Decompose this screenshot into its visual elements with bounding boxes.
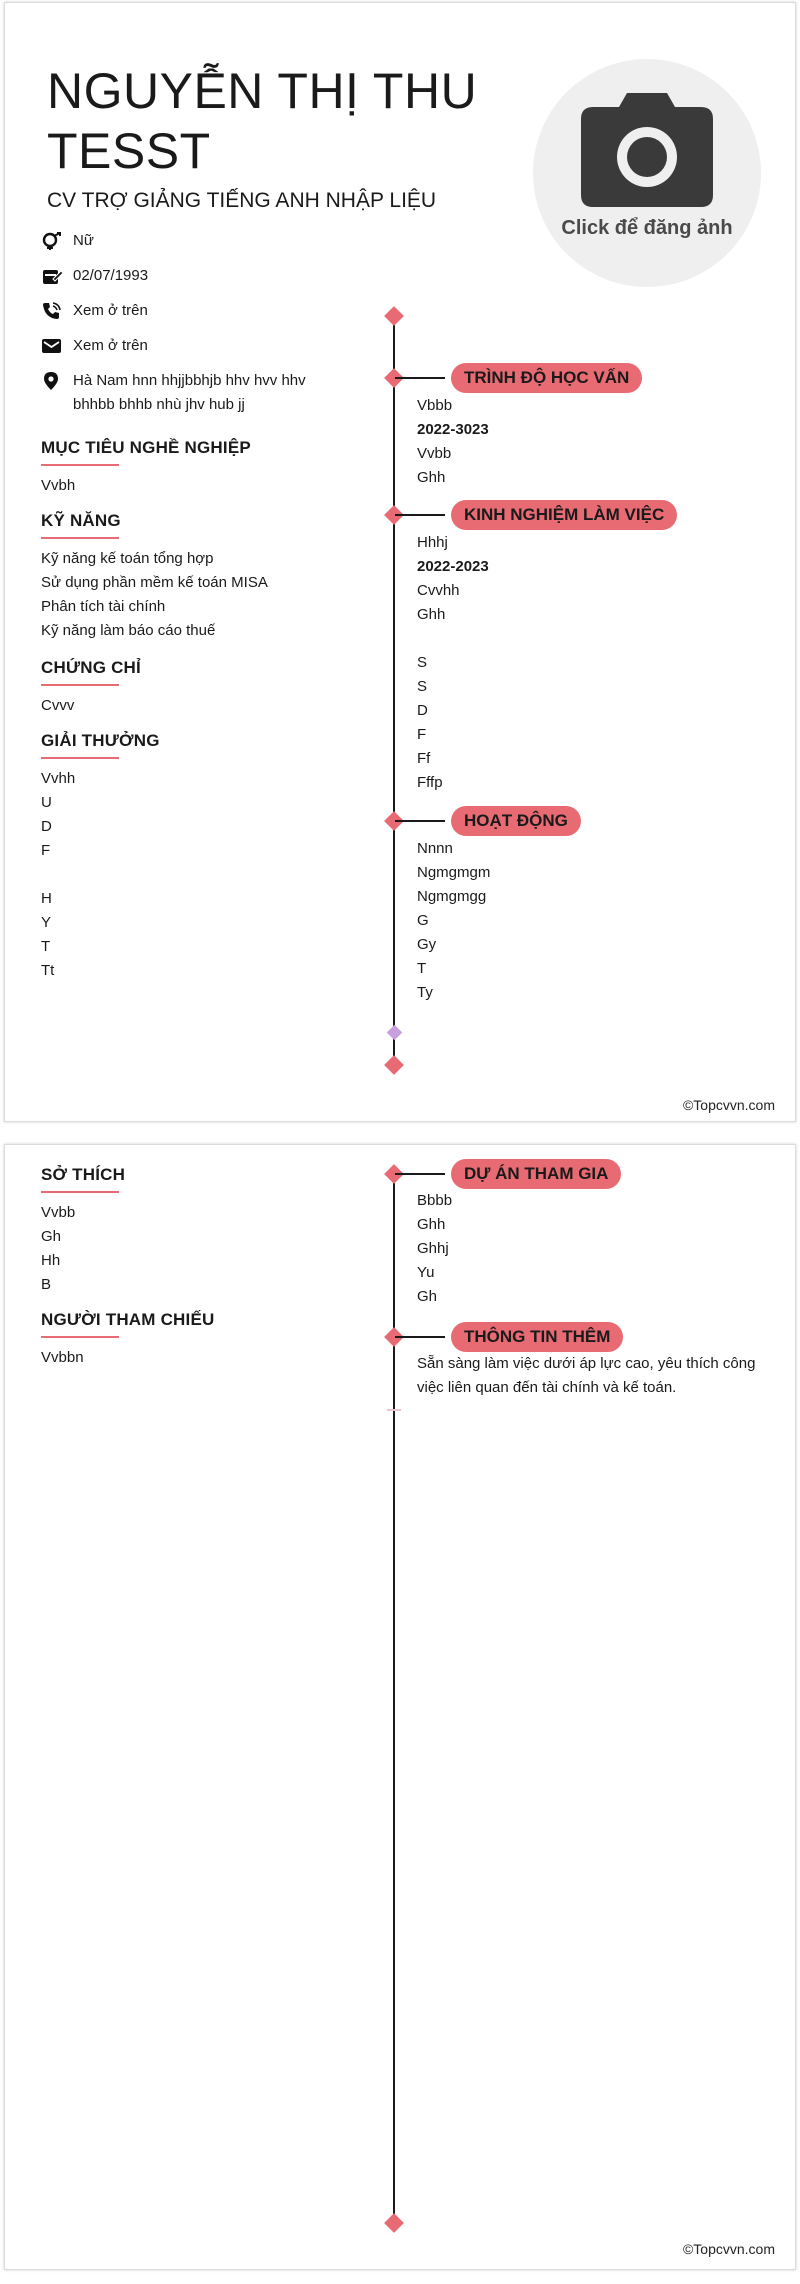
- activities-list: [417, 837, 777, 1005]
- list-item: Ghh: [417, 469, 446, 486]
- email-row: [41, 337, 148, 358]
- list-item: S: [417, 654, 428, 671]
- timeline-marker-add[interactable]: [387, 1025, 403, 1041]
- timeline-connector-activities: [395, 820, 445, 822]
- list-item: Cvvv: [41, 697, 75, 714]
- additional-text: Sẵn sàng làm việc dưới áp lực cao, yêu thích công việc liên quan đến tài chính và kế toán.: [417, 1355, 756, 1396]
- phone-value: Xem ở trên: [73, 302, 148, 319]
- avatar-caption: Click để đăng ảnh: [561, 217, 733, 239]
- section-title-projects: DỰ ÁN THAM GIA: [451, 1159, 621, 1189]
- list-item: Gy: [417, 936, 437, 953]
- name-line-1: NGUYỄN THỊ THU: [47, 63, 478, 119]
- list-item: Nnnn: [417, 840, 453, 857]
- list-item: Vvbh: [41, 477, 76, 494]
- list-item: Cvvhh: [417, 582, 460, 599]
- list-item: D: [41, 818, 52, 835]
- certificates-list: [41, 694, 381, 718]
- location-icon: [41, 372, 63, 390]
- list-item: Yu: [417, 1264, 435, 1281]
- list-item: Vvbb: [417, 445, 452, 462]
- email-value: Xem ở trên: [73, 337, 148, 354]
- list-item: Ngmgmgg: [417, 888, 487, 905]
- list-item: [41, 863, 381, 887]
- list-item: Fffp: [417, 774, 443, 791]
- hobbies-list: [41, 1201, 381, 1297]
- list-item: U: [41, 794, 52, 811]
- awards-list: [41, 767, 381, 983]
- timeline-tick: [387, 1409, 401, 1411]
- section-title-objective: MỤC TIÊU NGHỀ NGHIỆP: [41, 438, 251, 466]
- list-item: Ghhj: [417, 1240, 449, 1257]
- list-item: Vvbbn: [41, 1349, 84, 1366]
- list-item: F: [41, 842, 51, 859]
- birthday-row: [41, 267, 148, 288]
- list-item: Ngmgmgm: [417, 864, 491, 881]
- full-name: [47, 61, 507, 181]
- list-item: Tt: [41, 962, 55, 979]
- list-item: Hhhj: [417, 534, 448, 551]
- address-value: Hà Nam hnn hhjjbbhjb hhv hvv hhv bhhbb bhhb nhù jhv hub jj: [73, 372, 306, 413]
- list-item: Y: [41, 914, 52, 931]
- list-item: Hh: [41, 1252, 61, 1269]
- education-list: [417, 394, 777, 490]
- list-item: B: [41, 1276, 52, 1293]
- list-item: Ghh: [417, 606, 446, 623]
- camera-icon: [577, 89, 717, 219]
- list-item: Gh: [417, 1288, 438, 1305]
- section-title-activities: HOẠT ĐỘNG: [451, 806, 581, 836]
- cv-page-1: [4, 2, 796, 1122]
- list-item: F: [417, 726, 427, 743]
- list-item: Gh: [41, 1228, 62, 1245]
- job-title: CV TRỢ GIẢNG TIẾNG ANH NHẬP LIỆU: [47, 189, 437, 212]
- skills-list: [41, 547, 381, 643]
- name-line-2: TESST: [47, 123, 211, 179]
- section-title-certificates: CHỨNG CHỈ: [41, 658, 141, 686]
- list-item: Ty: [417, 984, 433, 1001]
- list-item: T: [41, 938, 51, 955]
- list-item: Phân tích tài chính: [41, 598, 166, 615]
- gender-value: Nữ: [73, 232, 94, 249]
- timeline-marker-bottom: [384, 1055, 404, 1075]
- phone-icon: [41, 302, 63, 320]
- gender-row: [41, 232, 94, 253]
- timeline-line: [393, 317, 395, 1059]
- projects-list: [417, 1189, 777, 1309]
- timeline-connector-experience: [395, 514, 445, 516]
- section-title-hobbies: SỞ THÍCH: [41, 1165, 125, 1193]
- section-title-additional: THÔNG TIN THÊM: [451, 1322, 623, 1352]
- timeline-marker-end: [384, 2213, 404, 2233]
- list-item: [417, 627, 777, 651]
- section-title-experience: KINH NGHIỆM LÀM VIỆC: [451, 500, 677, 530]
- experience-list: [417, 531, 777, 795]
- section-title-education: TRÌNH ĐỘ HỌC VẤN: [451, 363, 642, 393]
- birthday-value: 02/07/1993: [73, 267, 149, 284]
- section-title-awards: GIẢI THƯỞNG: [41, 731, 160, 759]
- list-item: Bbbb: [417, 1192, 453, 1209]
- phone-row: [41, 302, 148, 323]
- list-item: Kỹ năng làm báo cáo thuế: [41, 622, 216, 639]
- list-item: T: [417, 960, 427, 977]
- list-item: Sử dụng phần mềm kế toán MISA: [41, 574, 268, 591]
- timeline-connector-projects: [395, 1173, 445, 1175]
- list-item: Vvhh: [41, 770, 76, 787]
- list-item: 2022-2023: [417, 558, 489, 575]
- list-item: H: [41, 890, 52, 907]
- gender-icon: [41, 232, 63, 250]
- section-title-references: NGƯỜI THAM CHIẾU: [41, 1310, 214, 1338]
- objective-list: [41, 474, 381, 498]
- section-title-skills: KỸ NĂNG: [41, 511, 121, 539]
- avatar-upload[interactable]: [533, 59, 761, 287]
- list-item: Vvbb: [41, 1204, 76, 1221]
- address-row: [41, 372, 341, 417]
- list-item: Ghh: [417, 1216, 446, 1233]
- timeline-connector-additional: [395, 1336, 445, 1338]
- references-list: [41, 1346, 381, 1370]
- calendar-icon: [41, 267, 63, 285]
- timeline-line-2: [393, 1167, 395, 2217]
- list-item: Kỹ năng kế toán tổng hợp: [41, 550, 214, 567]
- watermark: ©Topcvvn.com: [682, 1097, 775, 1113]
- watermark-2: ©Topcvvn.com: [682, 2241, 775, 2257]
- list-item: S: [417, 678, 428, 695]
- list-item: 2022-3023: [417, 421, 489, 438]
- list-item: Ff: [417, 750, 431, 767]
- email-icon: [41, 337, 63, 355]
- timeline-connector-education: [395, 377, 445, 379]
- list-item: Vbbb: [417, 397, 453, 414]
- cv-page-2: [4, 1144, 796, 2270]
- list-item: G: [417, 912, 429, 929]
- list-item: D: [417, 702, 428, 719]
- timeline-marker-top: [384, 306, 404, 326]
